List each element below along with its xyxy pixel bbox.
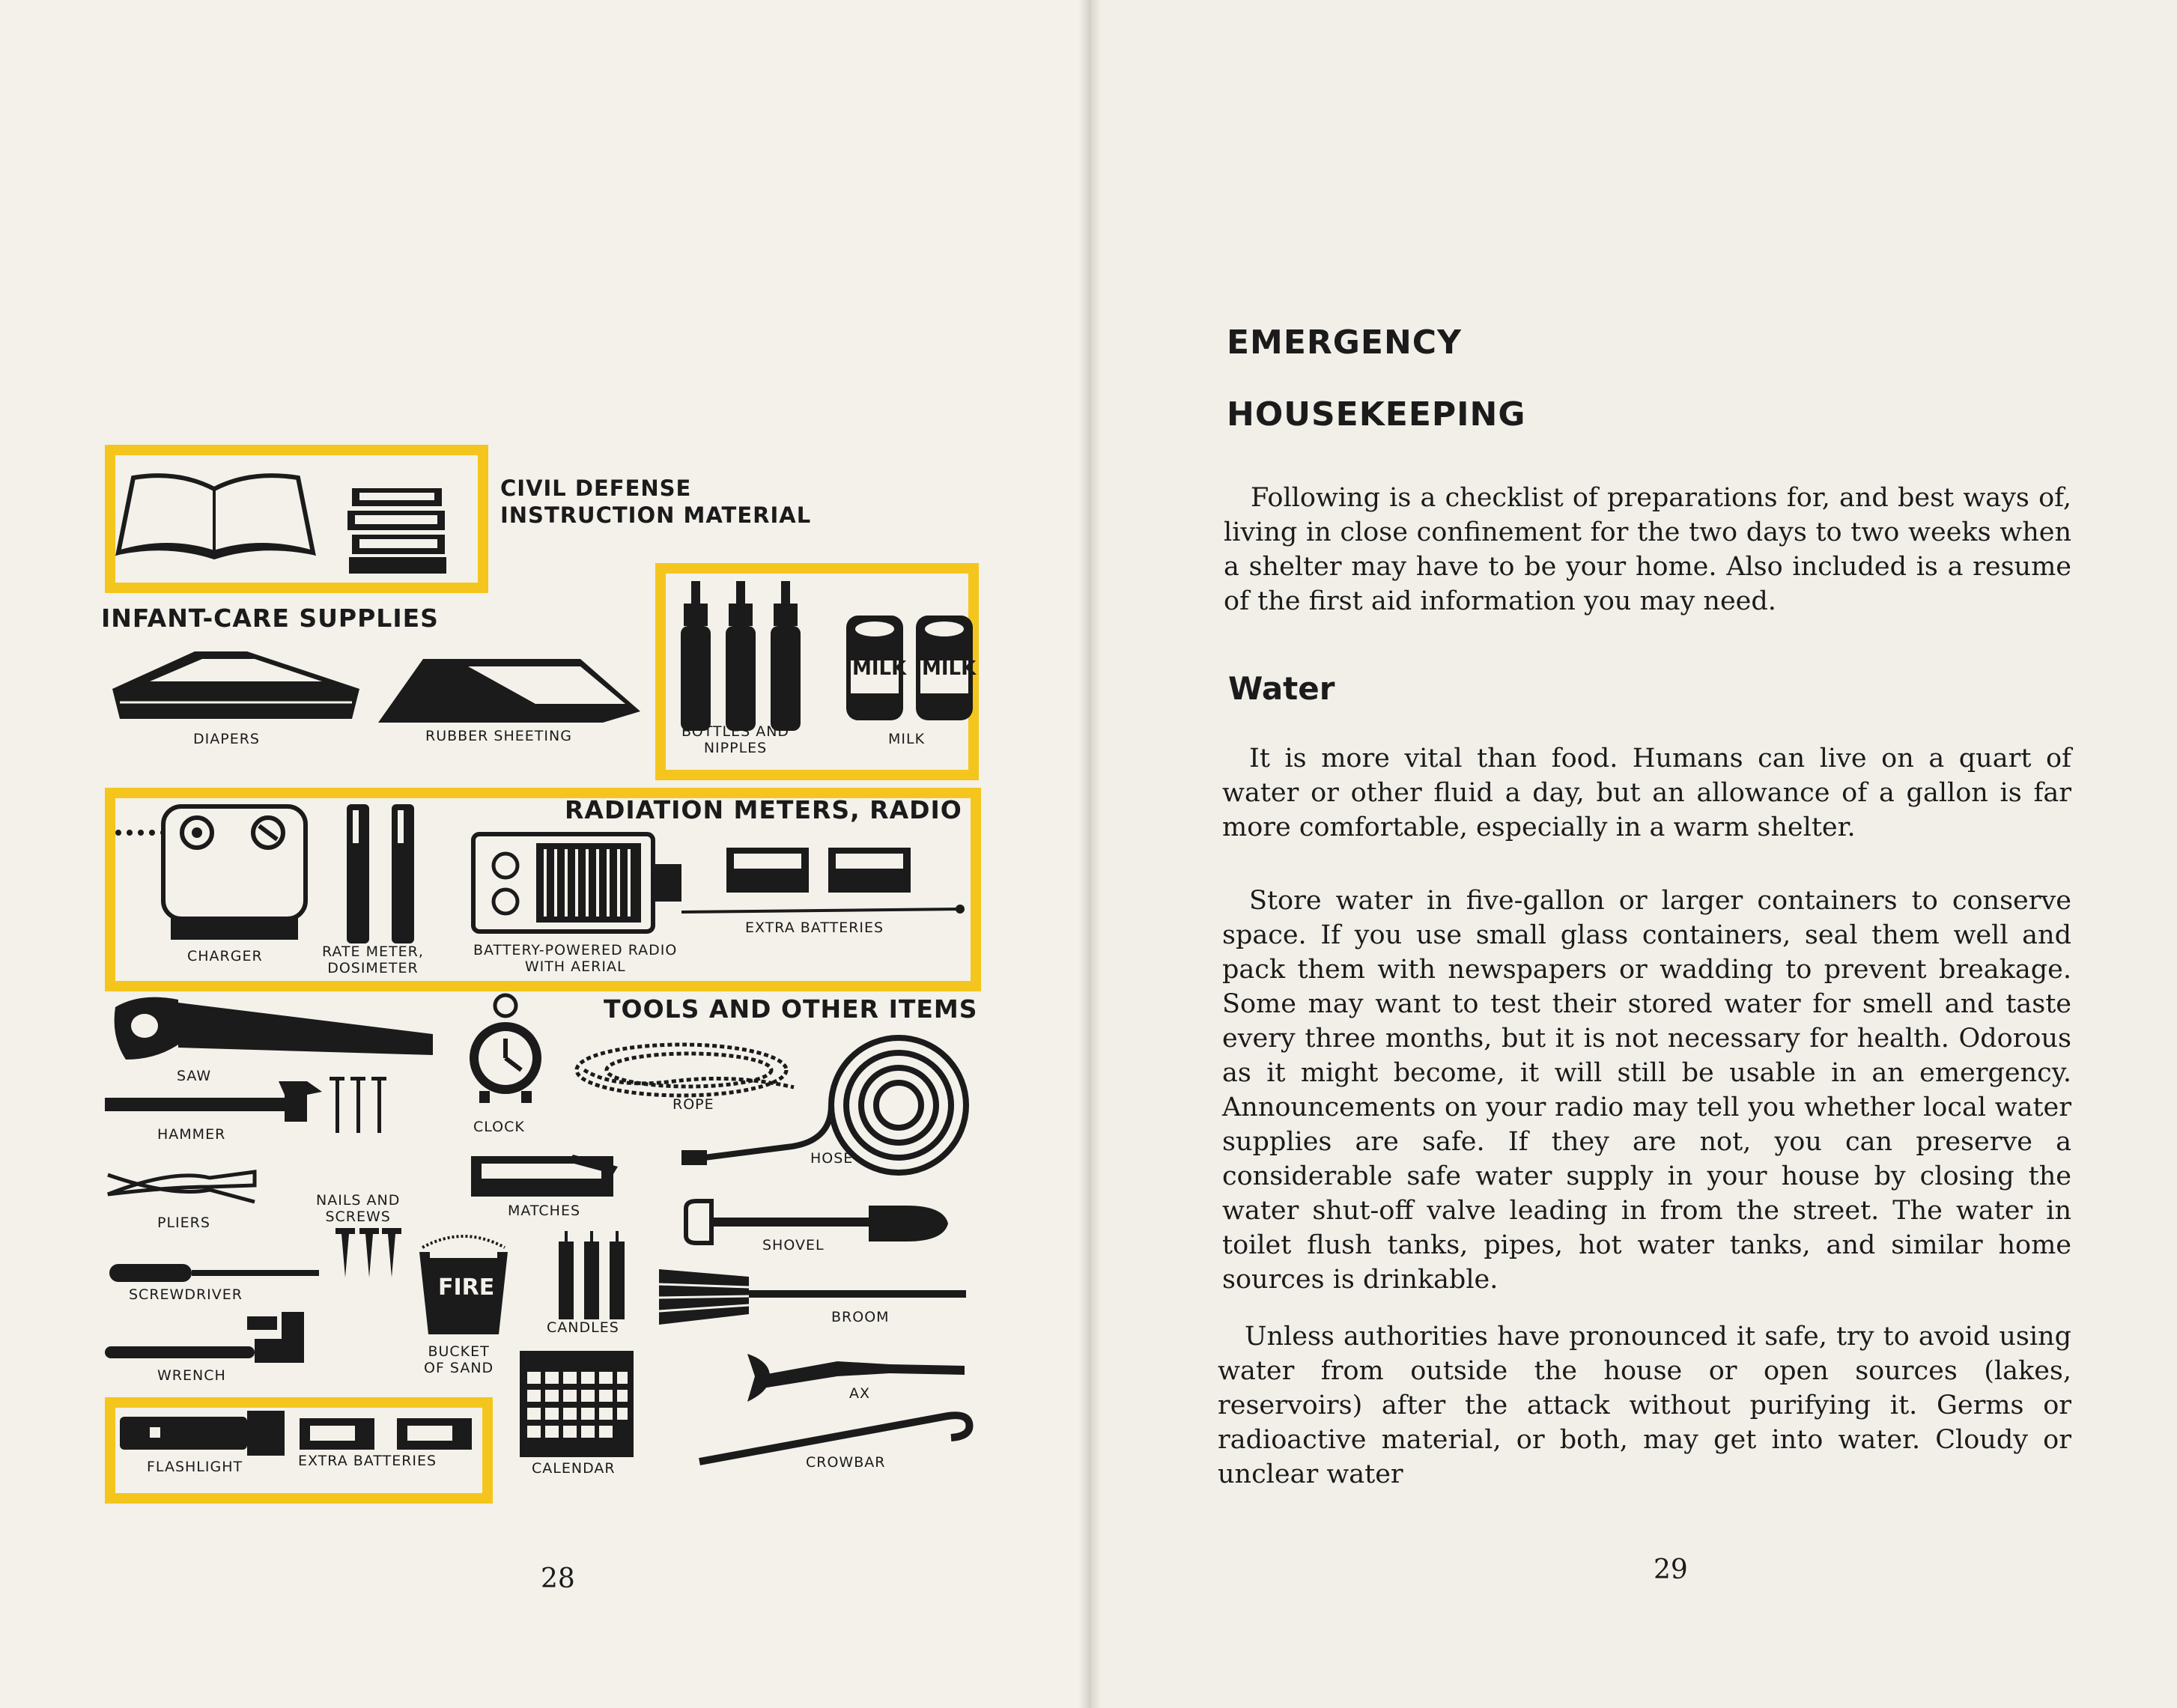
saw-label: SAW <box>177 1068 212 1084</box>
right-intro-paragraph: Following is a checklist of preparations for, and best ways of, living in close confinement for the two days to two weeks when a shelter may have to be your home. Also included is a resume of the first aid information you may need. <box>1224 483 2071 616</box>
tools-heading: TOOLS AND OTHER ITEMS <box>604 994 978 1024</box>
rate-meter-label: RATE METER, DOSIMETER <box>322 943 424 976</box>
hammer-icon <box>105 1077 330 1129</box>
dosimeter-icon <box>341 803 423 945</box>
candles-icon <box>554 1231 629 1321</box>
flashlight-batteries-label: EXTRA BATTERIES <box>298 1453 437 1469</box>
infant-care-heading: INFANT-CARE SUPPLIES <box>101 604 439 633</box>
wrench-label: WRENCH <box>157 1367 226 1384</box>
charger-icon <box>111 805 313 947</box>
radio-batteries-icon <box>723 843 918 900</box>
radiation-heading: RADIATION METERS, RADIO <box>565 795 962 824</box>
screws-icon <box>335 1228 403 1280</box>
charger-label: CHARGER <box>187 948 263 964</box>
alarm-clock-icon <box>464 992 547 1104</box>
book-gutter <box>1078 0 1101 1708</box>
bucket-label: BUCKET OF SAND <box>424 1343 494 1376</box>
water-paragraph-2: Store water in five-gallon or larger containers to conserve space. If you use small glass containers, seal them well and pack them with newspapers or wadding to prevent breakage. Some may want to test their stored water for smell and taste every three months, but it is not necessary for health. Odorous as it might become, it will still be usable in an emergency. Announcements on your radio may tell you whether local water supplies are safe. If they are not, you can preserve a considerable safe water supply in your house by closing the water shut-off valve leading in from the street. The water in toilet flush tanks, pipes, hot water tanks, and similar home sources is drinkable. <box>1222 886 2071 1295</box>
clock-label: CLOCK <box>473 1119 525 1135</box>
matches-label: MATCHES <box>508 1203 581 1219</box>
page-number-left: 28 <box>541 1563 575 1594</box>
water-paragraph-3: Unless authorities have pronounced it safe, try to avoid using water from outside the house or open sources (lakes, reservoirs) after the attack without purifying it. Germs or radioactive material, or both, may get into water. Cloudy or unclear water <box>1218 1322 2071 1489</box>
diapers-icon <box>105 644 367 726</box>
pliers-icon <box>105 1164 262 1209</box>
rubber-sheeting-label: RUBBER SHEETING <box>425 728 572 744</box>
book-stack-icon <box>344 485 457 575</box>
open-book-icon <box>111 470 321 560</box>
page-title: EMERGENCY HOUSEKEEPING <box>1227 323 1526 434</box>
radio-label: BATTERY-POWERED RADIO WITH AERIAL <box>473 942 678 975</box>
crowbar-label: CROWBAR <box>806 1454 886 1471</box>
bucket-fire-text: FIRE <box>438 1274 495 1301</box>
shovel-label: SHOVEL <box>762 1237 825 1253</box>
nails-label: NAILS AND SCREWS <box>316 1192 401 1225</box>
milk-label: MILK <box>888 731 926 747</box>
radio-batteries-label: EXTRA BATTERIES <box>745 920 884 936</box>
water-subheading: Water <box>1228 670 1335 707</box>
broom-icon <box>659 1262 974 1329</box>
flashlight-label: FLASHLIGHT <box>147 1459 243 1475</box>
rope-label: ROPE <box>672 1096 714 1113</box>
screwdriver-icon <box>109 1258 327 1288</box>
flashlight-batteries-icon <box>300 1417 479 1453</box>
nails-icon <box>330 1077 389 1137</box>
calendar-label: CALENDAR <box>532 1460 616 1477</box>
matches-icon <box>468 1152 625 1200</box>
rubber-sheeting-icon <box>378 651 648 726</box>
page-number-right: 29 <box>1654 1554 1688 1585</box>
hose-label: HOSE <box>810 1150 854 1167</box>
diapers-label: DIAPERS <box>193 731 260 747</box>
saw-icon <box>111 992 440 1067</box>
flashlight-icon <box>120 1411 292 1456</box>
screwdriver-label: SCREWDRIVER <box>129 1286 243 1303</box>
wrench-icon <box>105 1309 322 1369</box>
pliers-label: PLIERS <box>157 1215 210 1231</box>
calendar-icon <box>517 1348 637 1460</box>
baby-bottles-icon <box>678 581 813 731</box>
broom-label: BROOM <box>831 1309 890 1325</box>
hammer-label: HAMMER <box>157 1126 226 1143</box>
candles-label: CANDLES <box>547 1319 619 1336</box>
water-paragraph-1: It is more vital than food. Humans can live on a quart of water or other fluid a day, but an allowance of a gallon is far more comfortable, especially in a warm shelter. <box>1222 744 2071 842</box>
ax-label: AX <box>849 1385 871 1402</box>
milk-can-text-1: MILK <box>852 657 907 680</box>
civil-defense-heading: CIVIL DEFENSE INSTRUCTION MATERIAL <box>500 475 812 528</box>
milk-can-text-2: MILK <box>922 657 977 680</box>
bottles-label: BOTTLES AND NIPPLES <box>681 723 790 756</box>
